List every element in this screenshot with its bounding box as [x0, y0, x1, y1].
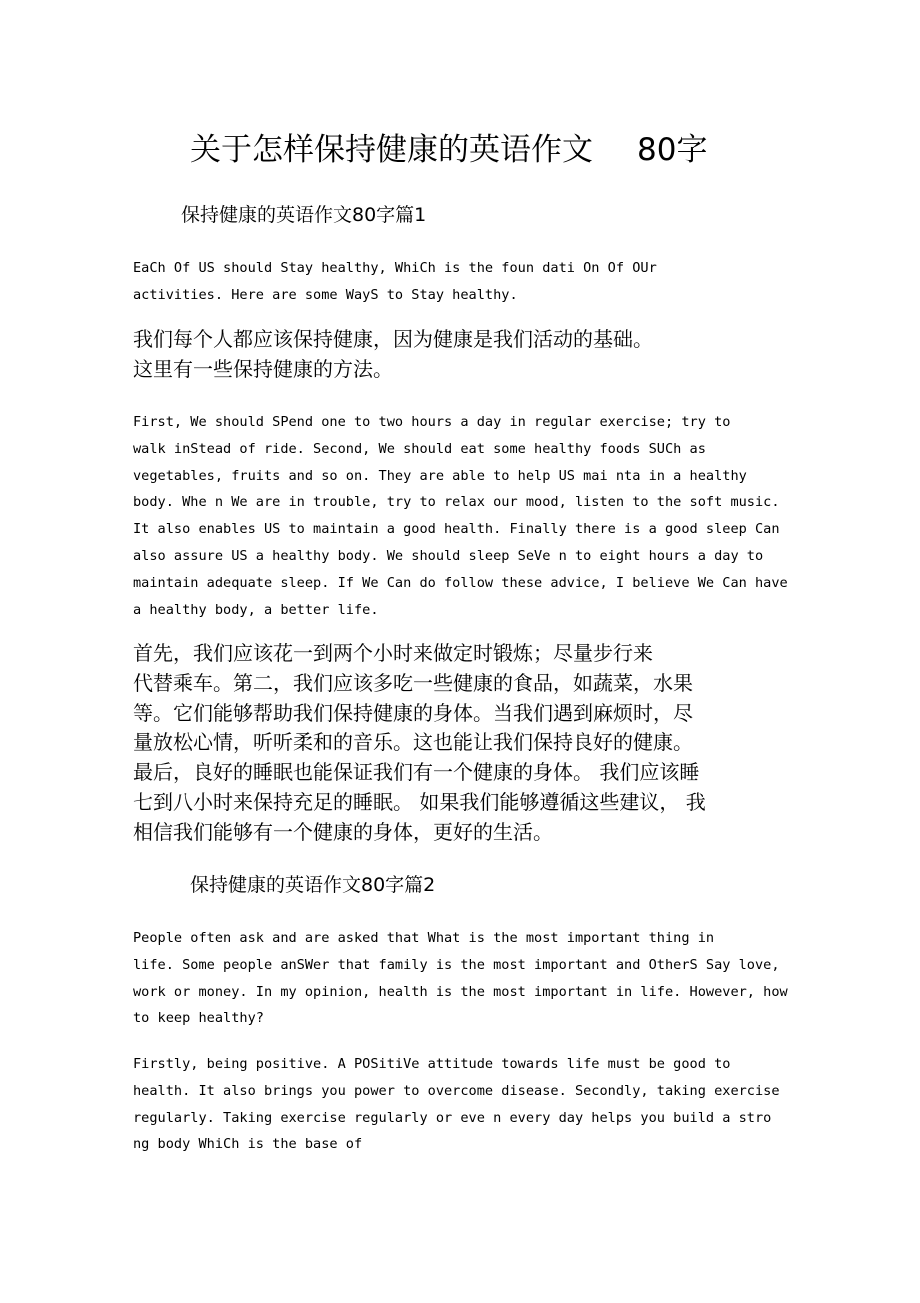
document-title: [190, 128, 707, 172]
section-1-paragraph-2-english: First, We should SPend one to two hours a day in regular exercise; try to walk inStead of ride. Second, We should eat some healthy foods SUCh as vegetables, fruits and so on. They are able to help US mai nta in a healthy body. Whe n We are in trouble, try to relax our mood, listen to the soft music. It also enables US to maintain a good health. Finally there is a good sleep Can also assure US a healthy body. We should sleep SeVe n to eight hours a day to maintain adequate sleep. If We Can do follow these advice, I believe We Can have a healthy body, a better life.: [133, 414, 788, 618]
document-title-number: 80字: [637, 132, 708, 168]
section-1-paragraph-1-chinese: 我们每个人都应该保持健康，因为健康是我们活动的基础。 这里有一些保持健康的方法。: [133, 327, 653, 381]
section-2-paragraph-1-english: People often ask and are asked that What is the most important thing in life. Some people anSWer that family is the most important and OtherS Say love, work or money. In my opinion, health is the most important in life. However, how to keep healthy?: [133, 930, 788, 1027]
section-2-paragraph-2-english: Firstly, being positive. A POSitiVe attitude towards life must be good to health. It also brings you power to overcome disease. Secondly, taking exercise regularly. Taking exercise regularly or eve n every day helps you build a stro ng body WhiCh is the base of: [133, 1056, 780, 1153]
document-title-text: 关于怎样保持健康的英语作文: [190, 132, 593, 168]
section-1-heading: 保持健康的英语作文80字篇1: [181, 204, 427, 226]
section-1-paragraph-2-chinese: 首先，我们应该花一到两个小时来做定时锻炼；尽量步行来 代替乘车。第二，我们应该多吃一些健康的食品，如蔬菜，水果 等。它们能够帮助我们保持健康的身体。当我们遇到麻烦时，尽 量放松心情，听听柔和的音乐。这也能让我们保持良好的健康。 最后，良好的睡眠也能保证我们有一个健康的身体。 我们应该睡 七到八小时来保持充足的睡眠。 如果我们能够遵循这些建议， 我 相信我们能够有一个健康的身体，更好的生活。: [133, 641, 706, 844]
section-2-heading: 保持健康的英语作文80字篇2: [190, 874, 436, 896]
section-1-paragraph-1-english: EaCh Of US should Stay healthy, WhiCh is the foun dati On Of OUr activities. Here are some WayS to Stay healthy.: [133, 260, 657, 303]
